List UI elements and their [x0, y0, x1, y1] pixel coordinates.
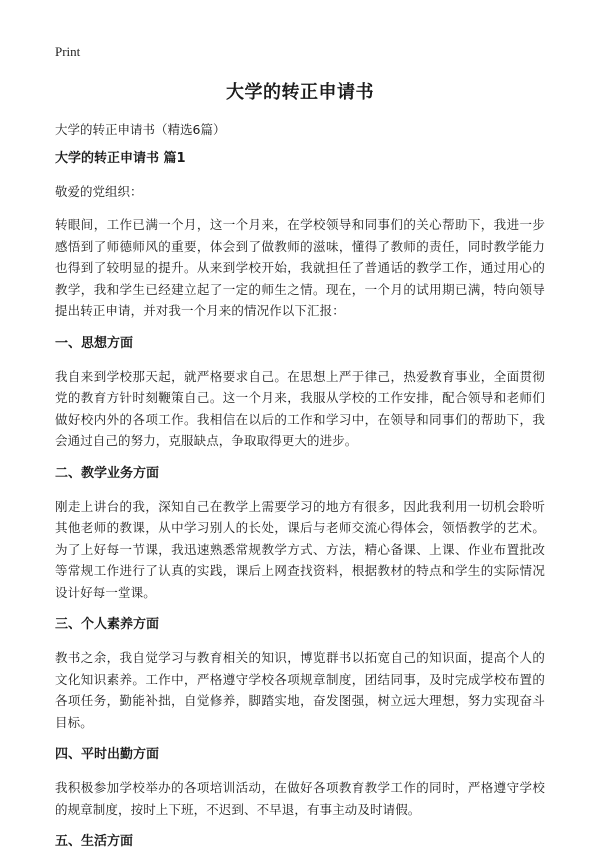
section-heading-life: 五、生活方面: [55, 834, 134, 849]
section-heading-personal: 三、个人素养方面: [55, 617, 160, 632]
print-link[interactable]: Print: [55, 44, 81, 59]
section-heading-thought: 一、思想方面: [55, 335, 134, 351]
section-body-attendance: 我积极参加学校举办的各项培训活动，在做好各项教育教学工作的同时，严格遵守学校的规章制度，按时上下班，不迟到、不早退，有事主动及时请假。: [55, 780, 545, 817]
intro-paragraph: 转眼间，工作已满一个月，这一个月来，在学校领导和同事们的关心帮助下，我进一步感悟到了师德师风的重要，体会到了做教师的滋味，懂得了教师的责任，同时教学能力也得到了较明显的提升。从来到学校开始，我就担任了普通话的教学工作，通过用心的教学，我和学生已经建立起了一定的师生之情。现在，一个月的试用期已满，特向领导提出转正申请，并对我一个月来的情况作以下汇报：: [55, 217, 545, 318]
document-body: [55, 148, 545, 864]
section-body-personal: 教书之余，我自觉学习与教育相关的知识，博览群书以拓宽自己的知识面，提高个人的文化知识素养。工作中，严格遵守学校各项规章制度，团结同事，及时完成学校布置的各项任务，勤能补拙，自觉修养，脚踏实地，奋发图强，树立远大理想，努力实现奋斗目标。: [55, 650, 545, 730]
section-body-teaching: 刚走上讲台的我，深知自己在教学上需要学习的地方有很多，因此我利用一切机会聆听其他老师的教课，从中学习别人的长处，课后与老师交流心得体会，领悟教学的艺术。为了上好每一节课，我迅速熟悉常规教学方式、方法，精心备课、上课、作业布置批改等常规工作进行了认真的实践，课后上网查找资料，根据教材的特点和学生的实际情况设计好每一堂课。: [55, 498, 545, 600]
section-heading-teaching: 二、教学业务方面: [55, 465, 160, 481]
section-heading-attendance: 四、平时出勤方面: [55, 747, 160, 762]
document-subtitle: 大学的转正申请书（精选6篇）: [55, 122, 226, 137]
greeting: 敬爱的党组织：: [55, 184, 143, 199]
page-title: 大学的转正申请书: [226, 82, 374, 103]
part-heading: 大学的转正申请书 篇1: [55, 151, 186, 166]
section-body-thought: 我自来到学校那天起，就严格要求自己。在思想上严于律己，热爱教育事业，全面贯彻党的教育方针时刻鞭策自己。这一个月来，我服从学校的工作安排，配合领导和老师们做好校内外的各项工作。我相信在以后的工作和学习中，在领导和同事们的帮助下，我会通过自己的努力，克服缺点，争取取得更大的进步。: [55, 368, 545, 448]
